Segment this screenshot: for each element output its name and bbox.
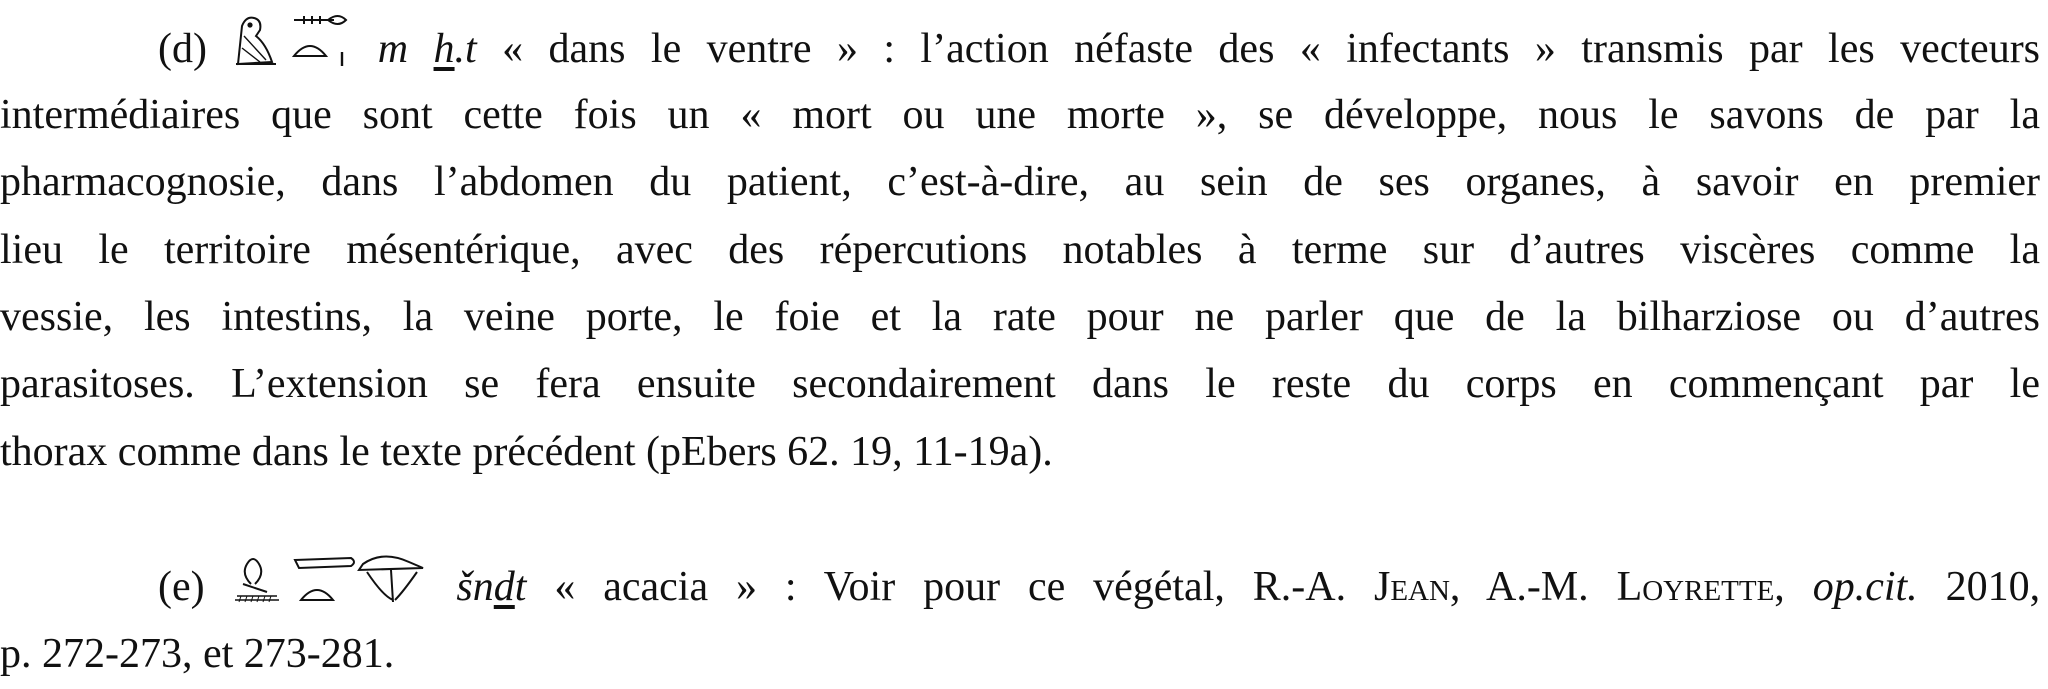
paragraph-d-label: (d) (158, 26, 207, 72)
hieroglyph-sndt-acacia-icon (233, 552, 429, 627)
paragraph-d-line-6: parasitoses. L’extension se fera ensuite secondairement dans le reste du corps en commençant par le (0, 361, 2040, 407)
paragraph-d-line-3: pharmacognosie, dans l’abdomen du patient, c’est-à-dire, au sein de ses organes, à savoir en premier (0, 159, 2040, 205)
citation-author-2: Loyrette, (1616, 564, 1785, 610)
citation-author-2-prefix: A.-M. (1486, 564, 1589, 610)
paragraph-d-line-2: intermédiaires que sont cette fois un « mort ou une morte », se développe, nous le savons de par la (0, 92, 2040, 138)
paragraph-e-line-2: p. 272-273, et 273-281. (0, 631, 395, 677)
paragraph-d-line-4: lieu le territoire mésentérique, avec des répercutions notables à terme sur d’autres viscères comme la (0, 227, 2040, 273)
hieroglyph-m-owl-icon (232, 14, 352, 89)
paragraph-e-line-1 (158, 552, 2040, 620)
paragraph-e-label: (e) (158, 564, 205, 610)
paragraph-d-line-1-text: « dans le ventre » : l’action néfaste des « infectants » transmis par les vecteurs (502, 26, 2041, 72)
paragraph-d-line-5: vessie, les intestins, la veine porte, le foie et la rate pour ne parler que de la bilharziose ou d’autres (0, 294, 2040, 340)
transliteration-sndt: šndt (456, 564, 527, 610)
citation-opcit: op.cit. (1812, 564, 1918, 610)
paragraph-d-line-1 (158, 14, 2040, 82)
citation-year: 2010, (1945, 564, 2041, 610)
citation-author-1: Jean, (1373, 564, 1461, 610)
transliteration-m-ht: m h.t (377, 26, 477, 72)
paragraph-e-gloss: « acacia » : Voir pour ce végétal, R.-A. (554, 564, 1347, 610)
paragraph-d-line-7: thorax comme dans le texte précédent (pEbers 62. 19, 11-19a). (0, 429, 1053, 475)
